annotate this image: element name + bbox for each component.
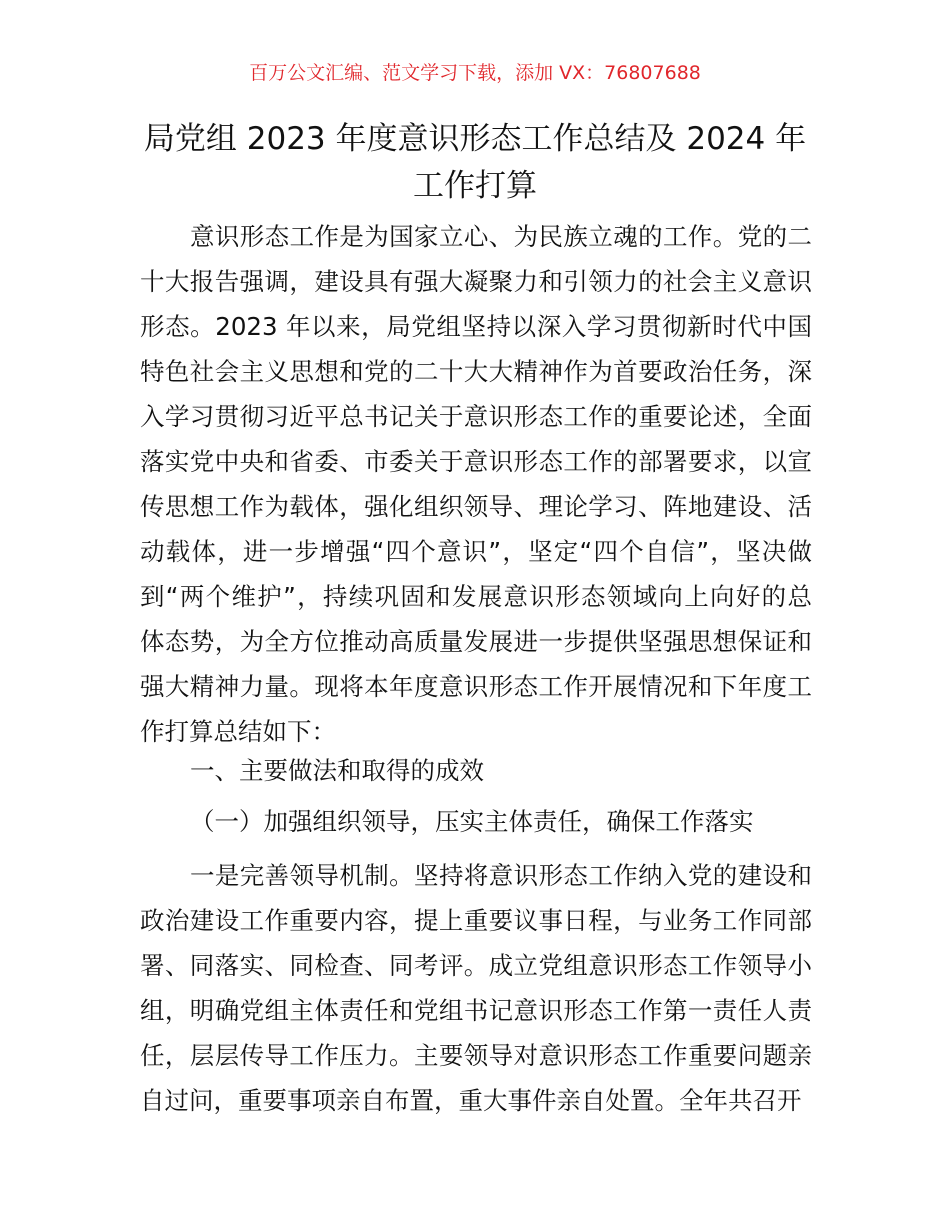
document-title-line-1: 局党组 2023 年度意识形态工作总结及 2024 年 (143, 121, 807, 157)
intro-paragraph-line: 体态势，为全方位推动高质量发展进一步提供坚强思想保证和 (140, 627, 812, 656)
intro-paragraph-line: 意识形态工作是为国家立心、为民族立魂的工作。党的二 (190, 222, 812, 251)
paragraph-line: 任，层层传导工作压力。主要领导对意识形态工作重要问题亲 (140, 1041, 812, 1070)
section-heading-line: 一、主要做法和取得的成效 (190, 756, 484, 785)
intro-paragraph-line: 到“两个维护”，持续巩固和发展意识形态领域向上向好的总 (140, 582, 812, 611)
paragraph-line: 政治建设工作重要内容，提上重要议事日程，与业务工作同部 (140, 906, 812, 935)
paragraph-line: 署、同落实、同检查、同考评。成立党组意识形态工作领导小 (140, 951, 812, 980)
intro-paragraph-line: 动载体，进一步增强“四个意识”，坚定“四个自信”，坚决做 (140, 537, 812, 566)
paragraph-line: 一是完善领导机制。坚持将意识形态工作纳入党的建设和 (190, 861, 812, 890)
paragraph-line: 组，明确党组主体责任和党组书记意识形态工作第一责任人责 (140, 996, 812, 1025)
paragraph-line: 自过问，重要事项亲自布置，重大事件亲自处置。全年共召开 (140, 1086, 802, 1115)
subsection-heading-line: （一）加强组织领导，压实主体责任，确保工作落实 (190, 807, 754, 836)
intro-paragraph-line: 特色社会主义思想和党的二十大大精神作为首要政治任务，深 (140, 357, 812, 386)
intro-paragraph-line: 入学习贯彻习近平总书记关于意识形态工作的重要论述，全面 (140, 402, 812, 431)
intro-paragraph-line: 作打算总结如下： (140, 717, 336, 746)
intro-paragraph-line: 强大精神力量。现将本年度意识形态工作开展情况和下年度工 (140, 672, 812, 701)
intro-paragraph-line: 十大报告强调，建设具有强大凝聚力和引领力的社会主义意识 (140, 267, 812, 296)
intro-paragraph-line: 形态。2023 年以来，局党组坚持以深入学习贯彻新时代中国 (140, 312, 812, 341)
document-title-line-2: 工作打算 (413, 168, 537, 204)
intro-paragraph-line: 传思想工作为载体，强化组织领导、理论学习、阵地建设、活 (140, 492, 812, 521)
watermark-header: 百万公文汇编、范文学习下载，添加 VX：76807688 (249, 62, 701, 84)
intro-paragraph-line: 落实党中央和省委、市委关于意识形态工作的部署要求，以宣 (140, 447, 812, 476)
